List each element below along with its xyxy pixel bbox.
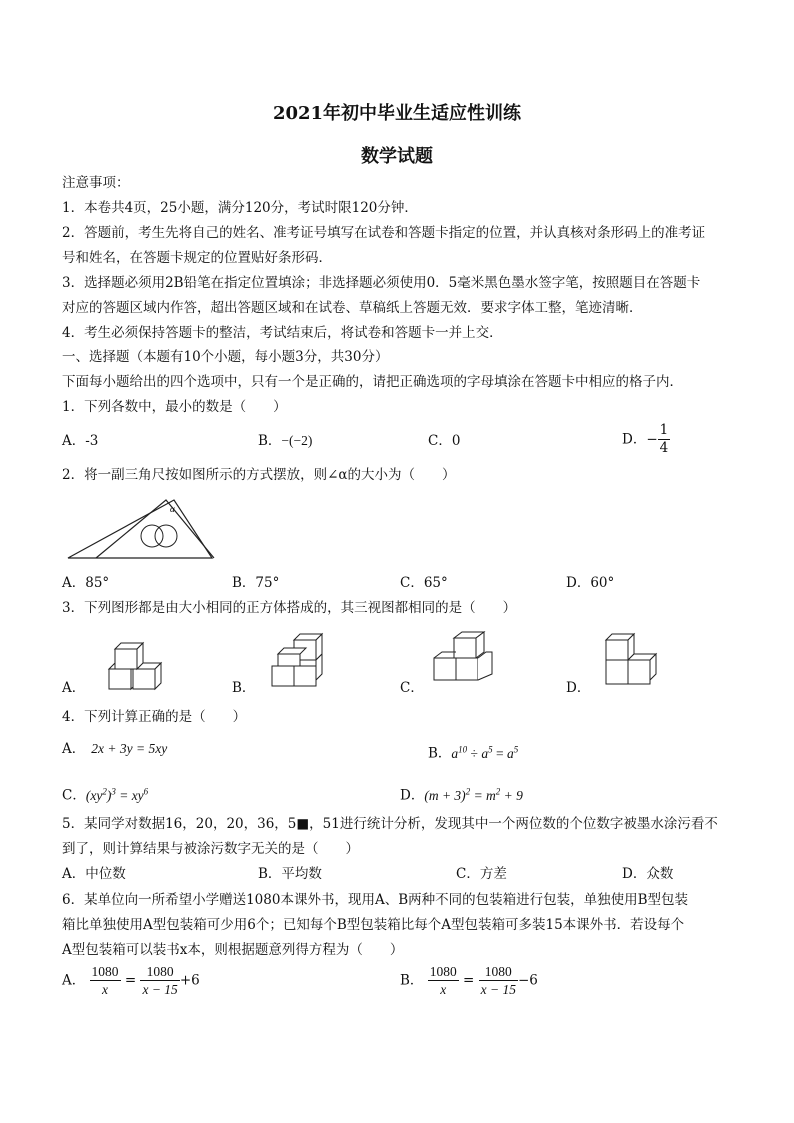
q5-option-a: A．中位数 bbox=[62, 866, 126, 882]
denominator: x − 15 bbox=[480, 982, 516, 997]
math-expr: $a^{10} \div a^5 = a^5$ bbox=[451, 744, 519, 761]
section-heading: 一、选择题（本题有10个小题，每小题3分，共30分） bbox=[62, 349, 389, 365]
section-instruction: 下面每小题给出的四个选项中，只有一个是正确的，请把正确选项的字母填涂在答题卡中相应的格子内． bbox=[62, 374, 683, 390]
option-letter: B． bbox=[428, 745, 452, 762]
fraction bbox=[140, 963, 179, 998]
denominator: x bbox=[102, 982, 109, 997]
cube-stack-d bbox=[602, 632, 658, 688]
q5-option-c: C．方差 bbox=[456, 866, 507, 882]
q3-option-c: C． bbox=[400, 680, 424, 696]
q4-option-a bbox=[62, 740, 167, 758]
alpha-label: α bbox=[170, 504, 175, 514]
q6-option-b bbox=[400, 963, 538, 998]
q3-option-d: D． bbox=[566, 680, 591, 696]
q1-option-a: A．-3 bbox=[62, 433, 99, 449]
note-line: 2．答题前，考生先将自己的姓名、准考证号填写在试卷和答题卡指定的位置，并认真核对条形码上的准考证 bbox=[62, 225, 706, 241]
q6-stem: 6．某单位向一所希望小学赠送1080本课外书，现用A、B两种不同的包装箱进行包装，单独使用B型包装 bbox=[62, 892, 689, 908]
option-letter: C． bbox=[62, 787, 86, 804]
option-letter: B． bbox=[258, 433, 282, 449]
note-line: 3．选择题必须用2B铅笔在指定位置填涂；非选择题必须使用0．5毫米黑色墨水签字笔，按照题目在答题卡 bbox=[62, 275, 701, 291]
q4-option-b bbox=[428, 740, 518, 763]
q4-option-c bbox=[62, 782, 148, 805]
q1-option-c: C．0 bbox=[428, 433, 461, 449]
math-tail: +6 bbox=[179, 972, 200, 989]
fraction bbox=[479, 963, 518, 998]
equals-sign: = bbox=[124, 972, 137, 989]
option-letter: B． bbox=[400, 972, 424, 989]
page-title: 2021年初中毕业生适应性训练 bbox=[272, 103, 522, 124]
fraction bbox=[428, 963, 459, 998]
q3-option-b: B． bbox=[232, 680, 256, 696]
q4-stem: 4．下列计算正确的是（ ） bbox=[62, 709, 247, 725]
q6-stem: 箱比单独使用A型包装箱可少用6个；已知每个B型包装箱比每个A型包装箱可多装15本课外书．若设每个 bbox=[62, 917, 685, 933]
equals-sign: = bbox=[463, 972, 475, 989]
cube-stack-a bbox=[106, 639, 162, 691]
q5-option-b: B．平均数 bbox=[258, 866, 322, 882]
denominator: x bbox=[440, 982, 447, 997]
q2-option-c: C．65° bbox=[400, 575, 448, 591]
option-letter: D． bbox=[400, 787, 425, 804]
triangle-small bbox=[96, 500, 214, 558]
denominator: x − 15 bbox=[142, 982, 178, 997]
q5-stem: 到了，则计算结果与被涂污数字无关的是（ ） bbox=[62, 841, 359, 857]
note-line: 号和姓名，在答题卡规定的位置贴好条形码． bbox=[62, 250, 332, 266]
numerator: 1080 bbox=[140, 963, 179, 981]
q2-stem: 2．将一副三角尺按如图所示的方式摆放，则∠α的大小为（ ） bbox=[62, 467, 456, 483]
notes-heading: 注意事项： bbox=[62, 175, 130, 191]
note-line: 对应的答题区域内作答，超出答题区域和在试卷、草稿纸上答题无效．要求字体工整，笔迹清晰． bbox=[62, 300, 643, 316]
option-letter: A． bbox=[62, 741, 86, 757]
cube-stack-c bbox=[432, 630, 496, 686]
option-letter: D． bbox=[622, 431, 647, 448]
q6-stem: A型包装箱可以装书x本，则根据题意列得方程为（ ） bbox=[62, 942, 404, 958]
math-expr: 2x + 3y = 5xy bbox=[91, 741, 168, 756]
note-line: 4．考生必须保持答题卡的整洁，考试结束后，将试卷和答题卡一并上交． bbox=[62, 325, 503, 341]
math-expr: $(m + 3)^2 = m^2 + 9$ bbox=[424, 786, 523, 803]
numerator: 1080 bbox=[91, 964, 119, 979]
option-letter: A． bbox=[62, 972, 86, 989]
q5-option-d: D．众数 bbox=[622, 866, 674, 882]
denominator: 4 bbox=[659, 440, 669, 456]
numerator: 1 bbox=[659, 422, 669, 438]
q4-option-d bbox=[400, 782, 523, 805]
numerator: 1080 bbox=[479, 963, 518, 981]
cube-stack-b bbox=[270, 632, 326, 688]
q6-option-a bbox=[62, 963, 200, 998]
q3-stem: 3．下列图形都是由大小相同的正方体搭成的，其三视图都相同的是（ ） bbox=[62, 600, 517, 616]
note-line: 1．本卷共4页，25小题，满分120分，考试时限120分钟． bbox=[62, 200, 418, 216]
math-expr: $(xy^2)^3 = xy^6$ bbox=[85, 786, 149, 803]
q2-option-a: A．85° bbox=[62, 575, 110, 591]
fraction bbox=[90, 963, 121, 998]
page-subtitle: 数学试题 bbox=[361, 146, 433, 167]
q1-stem: 1．下列各数中，最小的数是（ ） bbox=[62, 399, 287, 415]
q2-option-b: B．75° bbox=[232, 575, 280, 591]
set-square-figure bbox=[66, 494, 216, 560]
q5-stem: 5．某同学对数据16，20，20，36，5■，51进行统计分析，发现其中一个两位数的个位数字被墨水涂污看不 bbox=[62, 816, 718, 832]
numerator: 1080 bbox=[429, 964, 457, 979]
circle-left bbox=[141, 525, 163, 547]
math-tail: −6 bbox=[517, 972, 538, 989]
q2-option-d: D．60° bbox=[566, 575, 615, 591]
q1-option-d bbox=[622, 422, 670, 457]
minus-sign: − bbox=[646, 431, 658, 448]
math-expr: −(−2) bbox=[281, 433, 313, 448]
circle-right bbox=[155, 525, 177, 547]
q3-option-a: A． bbox=[62, 680, 86, 696]
fraction bbox=[658, 422, 671, 457]
q1-option-b bbox=[258, 432, 312, 450]
